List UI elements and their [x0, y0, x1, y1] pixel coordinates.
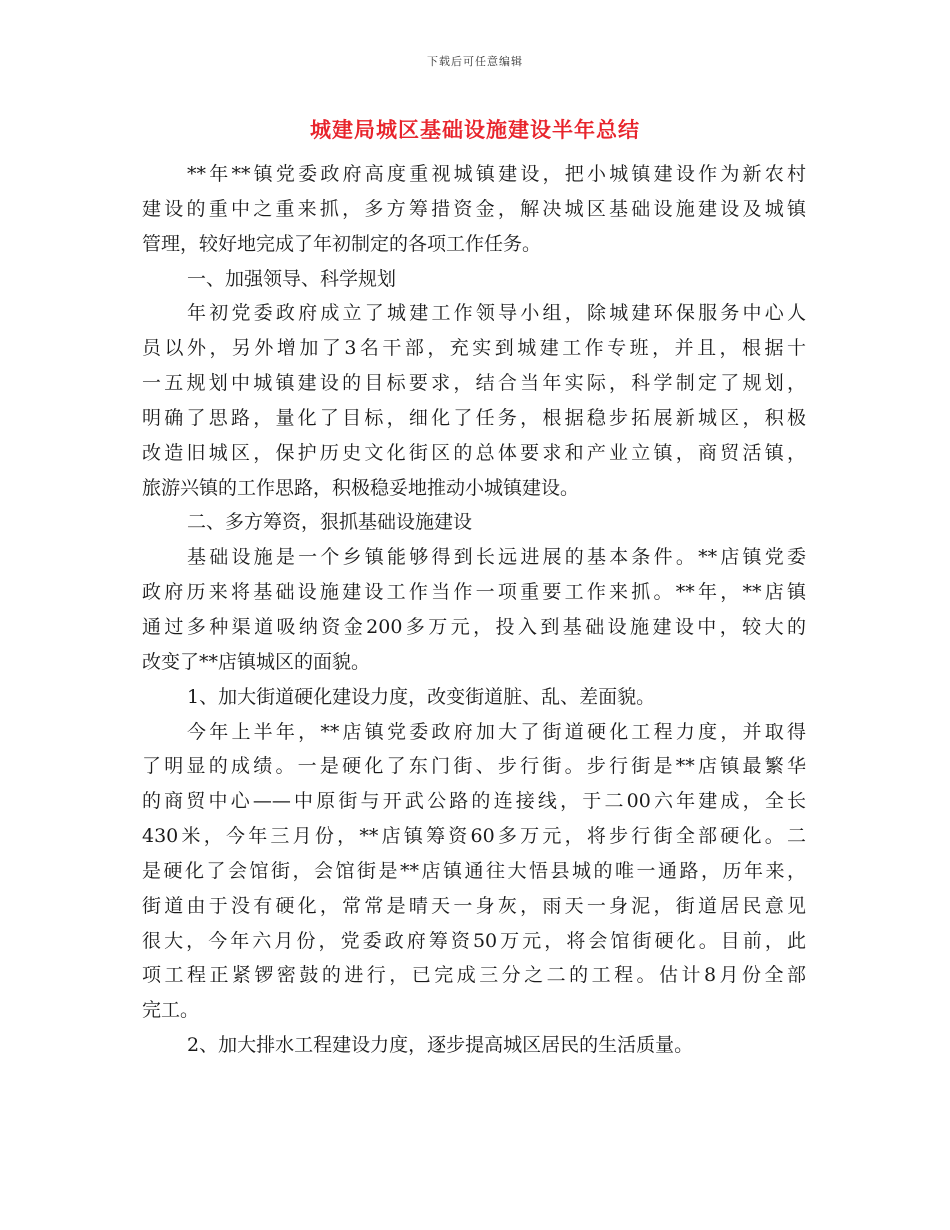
body-text-line: 的商贸中心——中原街与开武公路的连接线，于二00六年建成，全长: [142, 790, 806, 813]
body-text-line: 是硬化了会馆街，会馆街是**店镇通往大悟县城的唯一通路，历年来，: [142, 859, 806, 882]
body-text-line: 完工。: [142, 999, 200, 1022]
body-text-line: 街道由于没有硬化，常常是晴天一身灰，雨天一身泥，街道居民意见: [142, 894, 806, 917]
body-text-line: 很大，今年六月份，党委政府筹资50万元，将会馆街硬化。目前，此: [142, 929, 806, 952]
body-text-line: 430米，今年三月份，**店镇筹资60多万元，将步行街全部硬化。二: [142, 825, 806, 848]
body-text-line: 改造旧城区，保护历史文化街区的总体要求和产业立镇，商贸活镇，: [142, 441, 806, 464]
body-text-line: 2、加大排水工程建设力度，逐步提高城区居民的生活质量。: [187, 1034, 694, 1057]
body-text-line: 明确了思路，量化了目标，细化了任务，根据稳步拓展新城区，积极: [142, 406, 806, 429]
body-text-line: 年初党委政府成立了城建工作领导小组，除城建环保服务中心人: [187, 302, 806, 325]
body-text-line: 今年上半年，**店镇党委政府加大了街道硬化工程力度，并取得: [187, 720, 806, 743]
body-text-line: 一、加强领导、科学规划: [187, 267, 397, 290]
header-note: 下载后可任意编辑: [427, 55, 523, 68]
body-text-line: 二、多方筹资，狠抓基础设施建设: [187, 511, 473, 534]
body-text-line: 了明显的成绩。一是硬化了东门街、步行街。步行街是**店镇最繁华: [142, 755, 806, 778]
body-text-line: 1、加大街道硬化建设力度，改变街道脏、乱、差面貌。: [187, 685, 656, 708]
body-text-line: 管理，较好地完成了年初制定的各项工作任务。: [142, 232, 542, 255]
body-text-line: 一五规划中城镇建设的目标要求，结合当年实际，科学制定了规划，: [142, 372, 806, 395]
body-text-line: 基础设施是一个乡镇能够得到长远进展的基本条件。**店镇党委: [187, 546, 806, 569]
body-text-line: 建设的重中之重来抓，多方筹措资金，解决城区基础设施建设及城镇: [142, 197, 806, 220]
body-text-line: 员以外，另外增加了3名干部，充实到城建工作专班，并且，根据十: [142, 337, 806, 360]
document-title: 城建局城区基础设施建设半年总结: [310, 118, 640, 142]
body-text-line: 项工程正紧锣密鼓的进行，已完成三分之二的工程。估计8月份全部: [142, 964, 806, 987]
body-text-line: 政府历来将基础设施建设工作当作一项重要工作来抓。**年，**店镇: [142, 581, 806, 604]
document-body: [142, 157, 806, 1063]
body-text-line: 旅游兴镇的工作思路，积极稳妥地推动小城镇建设。: [142, 476, 580, 499]
body-text-line: **年**镇党委政府高度重视城镇建设，把小城镇建设作为新农村: [187, 163, 806, 185]
body-text-line: 改变了**店镇城区的面貌。: [142, 650, 371, 673]
body-text-line: 通过多种渠道吸纳资金200多万元，投入到基础设施建设中，较大的: [142, 615, 806, 638]
